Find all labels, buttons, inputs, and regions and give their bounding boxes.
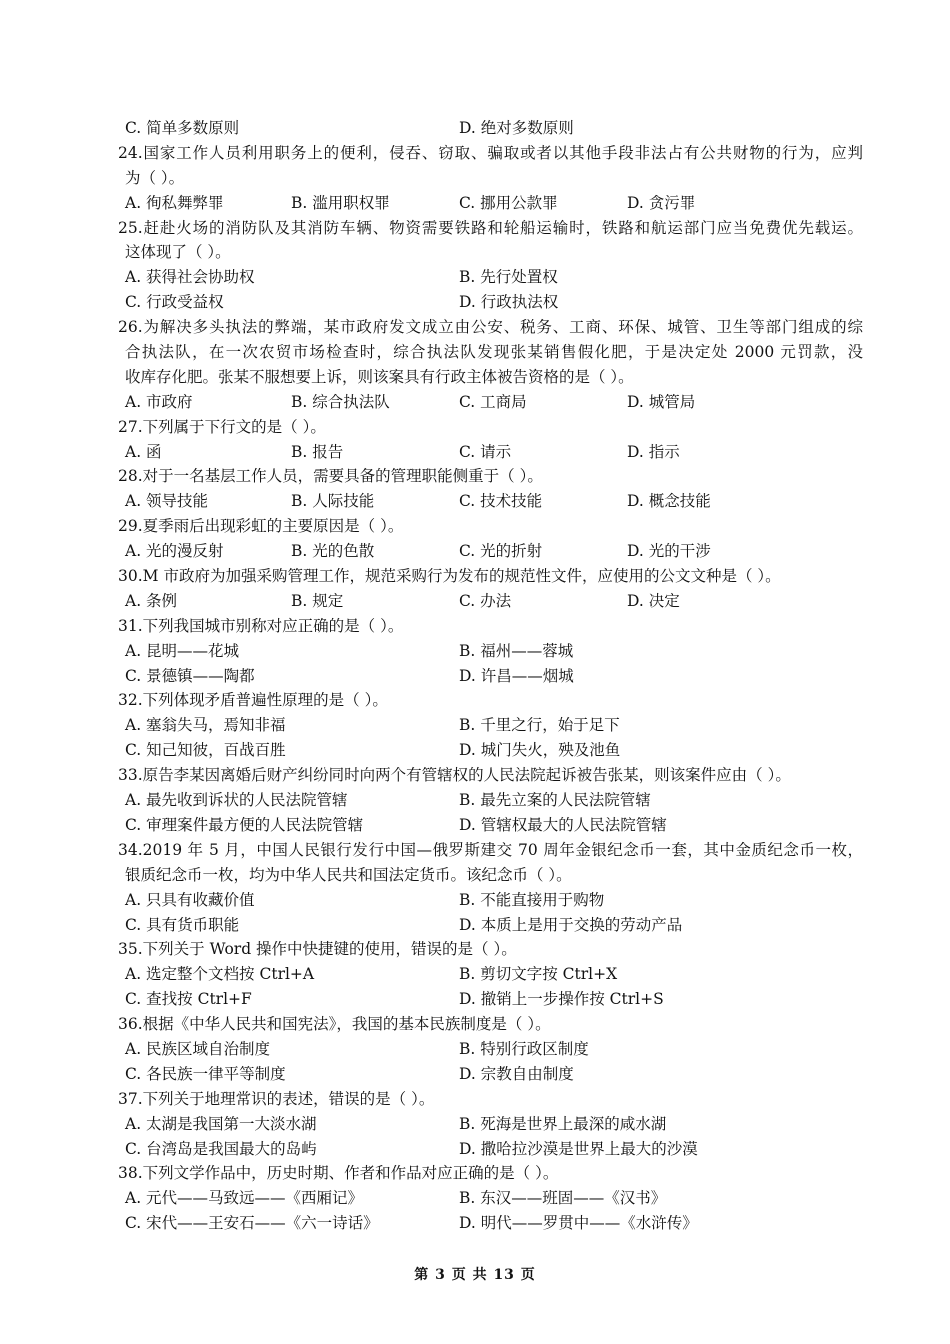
question-stem-line: [118, 415, 863, 440]
options-row: [118, 962, 863, 987]
question-stem-text: 夏季雨后出现彩虹的主要原因是（ ）。: [142, 517, 404, 536]
question-36: [118, 1012, 863, 1087]
question-stem-text: 赶赴火场的消防队及其消防车辆、物资需要铁路和轮船运输时，铁路和航运部门应当免费优先载运。: [142, 218, 863, 237]
question-number: 30.: [118, 567, 143, 586]
option-a: A. 函: [125, 442, 162, 461]
option-c: C. 行政受益权: [125, 293, 224, 312]
option-c: C. 工商局: [459, 392, 527, 411]
option-a: A. 太湖是我国第一大淡水湖: [125, 1114, 317, 1133]
option-c: C. 审理案件最方便的人民法院管辖: [125, 815, 364, 834]
options-row: [118, 589, 863, 614]
option-d: D. 撒哈拉沙漠是世界上最大的沙漠: [459, 1139, 698, 1158]
option-c: C. 查找按 Ctrl+F: [125, 990, 252, 1009]
question-stem-line: [118, 514, 863, 539]
option-a: A. 塞翁失马，焉知非福: [125, 716, 286, 735]
option-b: B. 特别行政区制度: [459, 1039, 589, 1058]
option-b: B. 剪切文字按 Ctrl+X: [459, 965, 618, 984]
options-row: [118, 738, 863, 763]
option-c: C. 知己知彼，百战百胜: [125, 741, 286, 760]
option-b: B. 东汉——班固——《汉书》: [459, 1189, 667, 1208]
option-c: C. 宋代——王安石——《六一诗话》: [125, 1214, 379, 1233]
question-number: 37.: [118, 1089, 143, 1108]
option-c: C. 光的折射: [459, 542, 543, 561]
options-row: [118, 1186, 863, 1211]
option-d: D. 指示: [627, 442, 680, 461]
options-row: [118, 290, 863, 315]
question-stem-text: 下列关于 Word 操作中快捷键的使用，错误的是（ ）。: [142, 940, 517, 959]
option-a: A. 只具有收藏价值: [125, 890, 255, 909]
option-b: B. 先行处置权: [459, 268, 558, 287]
question-stem-text: 根据《中华人民共和国宪法》，我国的基本民族制度是（ ）。: [142, 1015, 551, 1034]
options-row: [118, 913, 863, 938]
question-stem-line: [118, 365, 863, 390]
option-a: A. 昆明——花城: [125, 641, 240, 660]
question-38: [118, 1161, 863, 1236]
question-stem-text: 原告李某因离婚后财产纠纷同时向两个有管辖权的人民法院起诉被告张某，则该案件应由（ ）。: [142, 766, 791, 785]
option-d: D. 绝对多数原则: [459, 119, 574, 137]
question-28: [118, 464, 863, 514]
option-a: A. 领导技能: [125, 492, 209, 511]
question-stem-text: 下列我国城市别称对应正确的是（ ）。: [142, 616, 404, 635]
question-number: 35.: [118, 940, 143, 959]
question-stem-line: [118, 464, 863, 489]
question-stem-text: 下列属于下行文的是（ ）。: [142, 417, 326, 436]
question-stem-text: 收库存化肥。张某不服想要上诉，则该案具有行政主体被告资格的是（ ）。: [125, 367, 634, 386]
options-row: [118, 1112, 863, 1137]
question-number: 27.: [118, 417, 143, 436]
options-row: [118, 664, 863, 689]
option-a: A. 获得社会协助权: [125, 268, 255, 287]
option-a: A. 市政府: [125, 392, 193, 411]
options-row: [118, 888, 863, 913]
option-c: C. 挪用公款罪: [459, 193, 558, 212]
options-row: [118, 987, 863, 1012]
carryover-options-row: [118, 116, 863, 141]
question-34: [118, 838, 863, 938]
question-stem-text: 2019 年 5 月，中国人民银行发行中国—俄罗斯建交 70 周年金银纪念币一套，其中金质纪念币一枚，: [142, 840, 863, 859]
option-d: D. 城管局: [627, 392, 696, 411]
options-row: [118, 788, 863, 813]
option-b: B. 不能直接用于购物: [459, 890, 605, 909]
option-b: B. 综合执法队: [291, 392, 390, 411]
question-stem-line: [118, 1087, 863, 1112]
option-b: B. 规定: [291, 591, 344, 610]
option-c: C. 请示: [459, 442, 512, 461]
options-row: [118, 489, 863, 514]
question-stem-line: [118, 340, 863, 365]
option-d: D. 管辖权最大的人民法院管辖: [459, 815, 667, 834]
option-d: D. 许昌——烟城: [459, 666, 574, 685]
question-stem-text: 为（ ）。: [125, 168, 185, 187]
question-26: [118, 315, 863, 415]
option-a: A. 条例: [125, 591, 178, 610]
options-row: [118, 1211, 863, 1236]
option-b: B. 最先立案的人民法院管辖: [459, 791, 651, 810]
question-stem-text: 这体现了（ ）。: [125, 243, 231, 262]
option-a: A. 最先收到诉状的人民法院管辖: [125, 791, 348, 810]
question-stem-line: [118, 166, 863, 191]
page-footer: 第 3 页 共 13 页: [414, 1267, 536, 1283]
option-a: A. 光的漫反射: [125, 542, 224, 561]
question-stem-line: [118, 216, 863, 241]
question-stem-text: 合执法队，在一次农贸市场检查时，综合执法队发现张某销售假化肥，于是决定处 2000 元罚款，没: [125, 343, 863, 362]
option-d: D. 撤销上一步操作按 Ctrl+S: [459, 990, 664, 1009]
question-35: [118, 937, 863, 1012]
option-d: D. 概念技能: [627, 492, 711, 511]
question-number: 32.: [118, 691, 143, 710]
question-number: 28.: [118, 467, 143, 486]
question-37: [118, 1087, 863, 1162]
option-a: A. 民族区域自治制度: [125, 1039, 271, 1058]
option-b: B. 人际技能: [291, 492, 375, 511]
question-number: 29.: [118, 517, 143, 536]
question-stem-text: 下列文学作品中，历史时期、作者和作品对应正确的是（ ）。: [142, 1164, 559, 1183]
option-c: C. 各民族一律平等制度: [125, 1064, 286, 1083]
question-stem-line: [118, 763, 863, 788]
question-27: [118, 415, 863, 465]
option-c: C. 办法: [459, 591, 512, 610]
option-b: B. 死海是世界上最深的咸水湖: [459, 1114, 667, 1133]
question-number: 33.: [118, 766, 143, 785]
option-d: D. 决定: [627, 591, 680, 610]
option-b: B. 福州——蓉城: [459, 641, 574, 660]
option-b: B. 滥用职权罪: [291, 193, 390, 212]
question-number: 26.: [118, 318, 143, 337]
question-stem-text: 下列体现矛盾普遍性原理的是（ ）。: [142, 691, 388, 710]
question-number: 24.: [118, 143, 143, 162]
option-c: C. 简单多数原则: [125, 119, 240, 137]
question-stem-line: [118, 614, 863, 639]
question-stem-line: [118, 838, 863, 863]
question-stem-text: 银质纪念币一枚，均为中华人民共和国法定货币。该纪念币（ ）。: [125, 865, 572, 884]
question-stem-text: 对于一名基层工作人员，需要具备的管理职能侧重于（ ）。: [142, 467, 543, 486]
option-d: D. 贪污罪: [627, 193, 696, 212]
option-a: A. 选定整个文档按 Ctrl+A: [125, 965, 315, 984]
question-24: [118, 141, 863, 216]
option-c: C. 具有货币职能: [125, 915, 240, 934]
question-stem-line: [118, 1161, 863, 1186]
question-stem-line: [118, 564, 863, 589]
option-d: D. 明代——罗贯中——《水浒传》: [459, 1214, 698, 1233]
options-row: [118, 539, 863, 564]
option-d: D. 行政执法权: [459, 293, 559, 312]
options-row: [118, 639, 863, 664]
question-stem-line: [118, 141, 863, 166]
question-number: 25.: [118, 218, 143, 237]
option-d: D. 宗教自由制度: [459, 1064, 574, 1083]
question-31: [118, 614, 863, 689]
option-d: D. 光的干涉: [627, 542, 711, 561]
option-b: B. 千里之行，始于足下: [459, 716, 620, 735]
question-stem-line: [118, 688, 863, 713]
question-stem-line: [118, 315, 863, 340]
options-row: [118, 265, 863, 290]
question-number: 36.: [118, 1015, 143, 1034]
options-row: [118, 440, 863, 465]
options-row: [118, 1137, 863, 1162]
question-stem-text: M 市政府为加强采购管理工作，规范采购行为发布的规范性文件，应使用的公文文种是（ ）。: [142, 567, 781, 586]
option-d: D. 本质上是用于交换的劳动产品: [459, 915, 683, 934]
question-32: [118, 688, 863, 763]
question-number: 31.: [118, 616, 143, 635]
option-a: A. 元代——马致远——《西厢记》: [125, 1189, 364, 1208]
option-a: A. 徇私舞弊罪: [125, 193, 224, 212]
option-d: D. 城门失火，殃及池鱼: [459, 741, 621, 760]
question-stem-text: 国家工作人员利用职务上的便利，侵吞、窃取、骗取或者以其他手段非法占有公共财物的行为，应判: [142, 143, 863, 162]
question-29: [118, 514, 863, 564]
options-row: [118, 390, 863, 415]
options-row: [118, 191, 863, 216]
option-b: B. 光的色散: [291, 542, 375, 561]
option-c: C. 景德镇——陶都: [125, 666, 255, 685]
question-stem-text: 为解决多头执法的弊端，某市政府发文成立由公安、税务、工商、环保、城管、卫生等部门组成的综: [142, 318, 863, 337]
question-stem-line: [118, 240, 863, 265]
question-stem-line: [118, 937, 863, 962]
question-stem-line: [118, 1012, 863, 1037]
options-row: [118, 1062, 863, 1087]
question-number: 38.: [118, 1164, 143, 1183]
question-33: [118, 763, 863, 838]
options-row: [118, 713, 863, 738]
option-c: C. 台湾岛是我国最大的岛屿: [125, 1139, 317, 1158]
options-row: [118, 813, 863, 838]
options-row: [118, 1037, 863, 1062]
question-list: [118, 116, 863, 1236]
question-30: [118, 564, 863, 614]
option-c: C. 技术技能: [459, 492, 543, 511]
question-25: [118, 216, 863, 316]
question-stem-line: [118, 863, 863, 888]
question-stem-text: 下列关于地理常识的表述，错误的是（ ）。: [142, 1089, 435, 1108]
question-number: 34.: [118, 840, 143, 859]
option-b: B. 报告: [291, 442, 344, 461]
